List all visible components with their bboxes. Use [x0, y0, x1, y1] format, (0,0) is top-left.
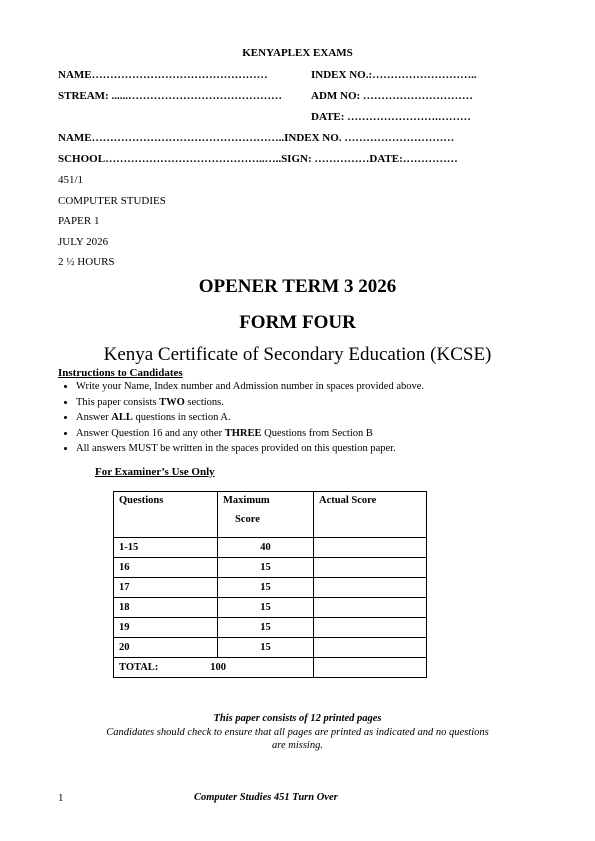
actual-score-cell[interactable]	[314, 638, 427, 658]
school-sign-date-line: SCHOOL……………………………………..…..SIGN: ……………DATE:……………	[58, 153, 458, 165]
max-score-cell: 15	[218, 618, 314, 638]
paper-number: PAPER 1	[58, 215, 100, 227]
instruction-item: • This paper consists TWO sections.	[76, 397, 576, 409]
exam-date: JULY 2026	[58, 236, 109, 248]
subject-name: COMPUTER STUDIES	[58, 195, 166, 207]
table-row	[114, 538, 427, 558]
name-index-line: NAME……………………………………………..INDEX NO. …………………………	[58, 132, 455, 144]
col-questions: Questions	[114, 492, 218, 538]
actual-score-cell[interactable]	[314, 558, 427, 578]
stream-field-label: STREAM: ......……………………………………	[58, 90, 282, 102]
table-row	[114, 638, 427, 658]
name-field-label: NAME…………………………………………	[58, 69, 268, 81]
table-row	[114, 578, 427, 598]
actual-score-cell[interactable]	[314, 598, 427, 618]
printed-pages-note: This paper consists of 12 printed pages	[213, 713, 382, 724]
kcse-title: Kenya Certificate of Secondary Education (KCSE)	[103, 344, 492, 365]
form-title: FORM FOUR	[239, 312, 356, 333]
col-actual-score: Actual Score	[314, 492, 427, 538]
paper-code: 451/1	[58, 174, 84, 186]
question-cell: 20	[114, 638, 218, 658]
question-cell: 17	[114, 578, 218, 598]
question-cell: 18	[114, 598, 218, 618]
date-field-label: DATE: …………………….………	[311, 111, 471, 123]
instructions-heading: Instructions to Candidates	[58, 367, 183, 379]
page-number: 1	[58, 792, 64, 804]
table-row	[114, 558, 427, 578]
total-row	[114, 658, 427, 678]
check-pages-note-cont: are missing.	[272, 740, 323, 751]
instruction-item: • Write your Name, Index number and Admission number in spaces provided above.	[76, 381, 576, 393]
instruction-item: • Answer Question 16 and any other THREE Questions from Section B	[76, 428, 576, 440]
turn-over-footer: Computer Studies 451 Turn Over	[194, 792, 338, 803]
question-cell: 19	[114, 618, 218, 638]
table-row	[114, 598, 427, 618]
max-score-cell: 15	[218, 598, 314, 618]
actual-score-cell[interactable]	[314, 578, 427, 598]
check-pages-note: Candidates should check to ensure that all pages are printed as indicated and no questions	[106, 727, 489, 738]
actual-score-cell[interactable]	[314, 538, 427, 558]
score-table-header	[114, 492, 427, 538]
score-table	[113, 491, 427, 678]
instruction-item: • All answers MUST be written in the spaces provided on this question paper.	[76, 443, 576, 455]
instructions-list	[58, 381, 576, 459]
max-score-cell: 40	[218, 538, 314, 558]
instruction-item: • Answer ALL questions in section A.	[76, 412, 576, 424]
max-score-cell: 15	[218, 558, 314, 578]
adm-no-field-label: ADM NO: …………………………	[311, 90, 473, 102]
exam-provider-title: KENYAPLEX EXAMS	[242, 47, 353, 59]
col-maximum-score: Maximum Score	[218, 492, 314, 538]
examiner-use-heading: For Examiner’s Use Only	[95, 466, 215, 478]
actual-score-cell[interactable]	[314, 618, 427, 638]
opener-title: OPENER TERM 3 2026	[198, 276, 397, 297]
question-cell: 1-15	[114, 538, 218, 558]
total-cell: TOTAL: 100	[114, 658, 314, 678]
total-actual-cell[interactable]	[314, 658, 427, 678]
table-row	[114, 618, 427, 638]
exam-duration: 2 ½ HOURS	[58, 256, 115, 268]
max-score-cell: 15	[218, 578, 314, 598]
question-cell: 16	[114, 558, 218, 578]
max-score-cell: 15	[218, 638, 314, 658]
index-no-field-label: INDEX NO.:………………………..	[311, 69, 477, 81]
